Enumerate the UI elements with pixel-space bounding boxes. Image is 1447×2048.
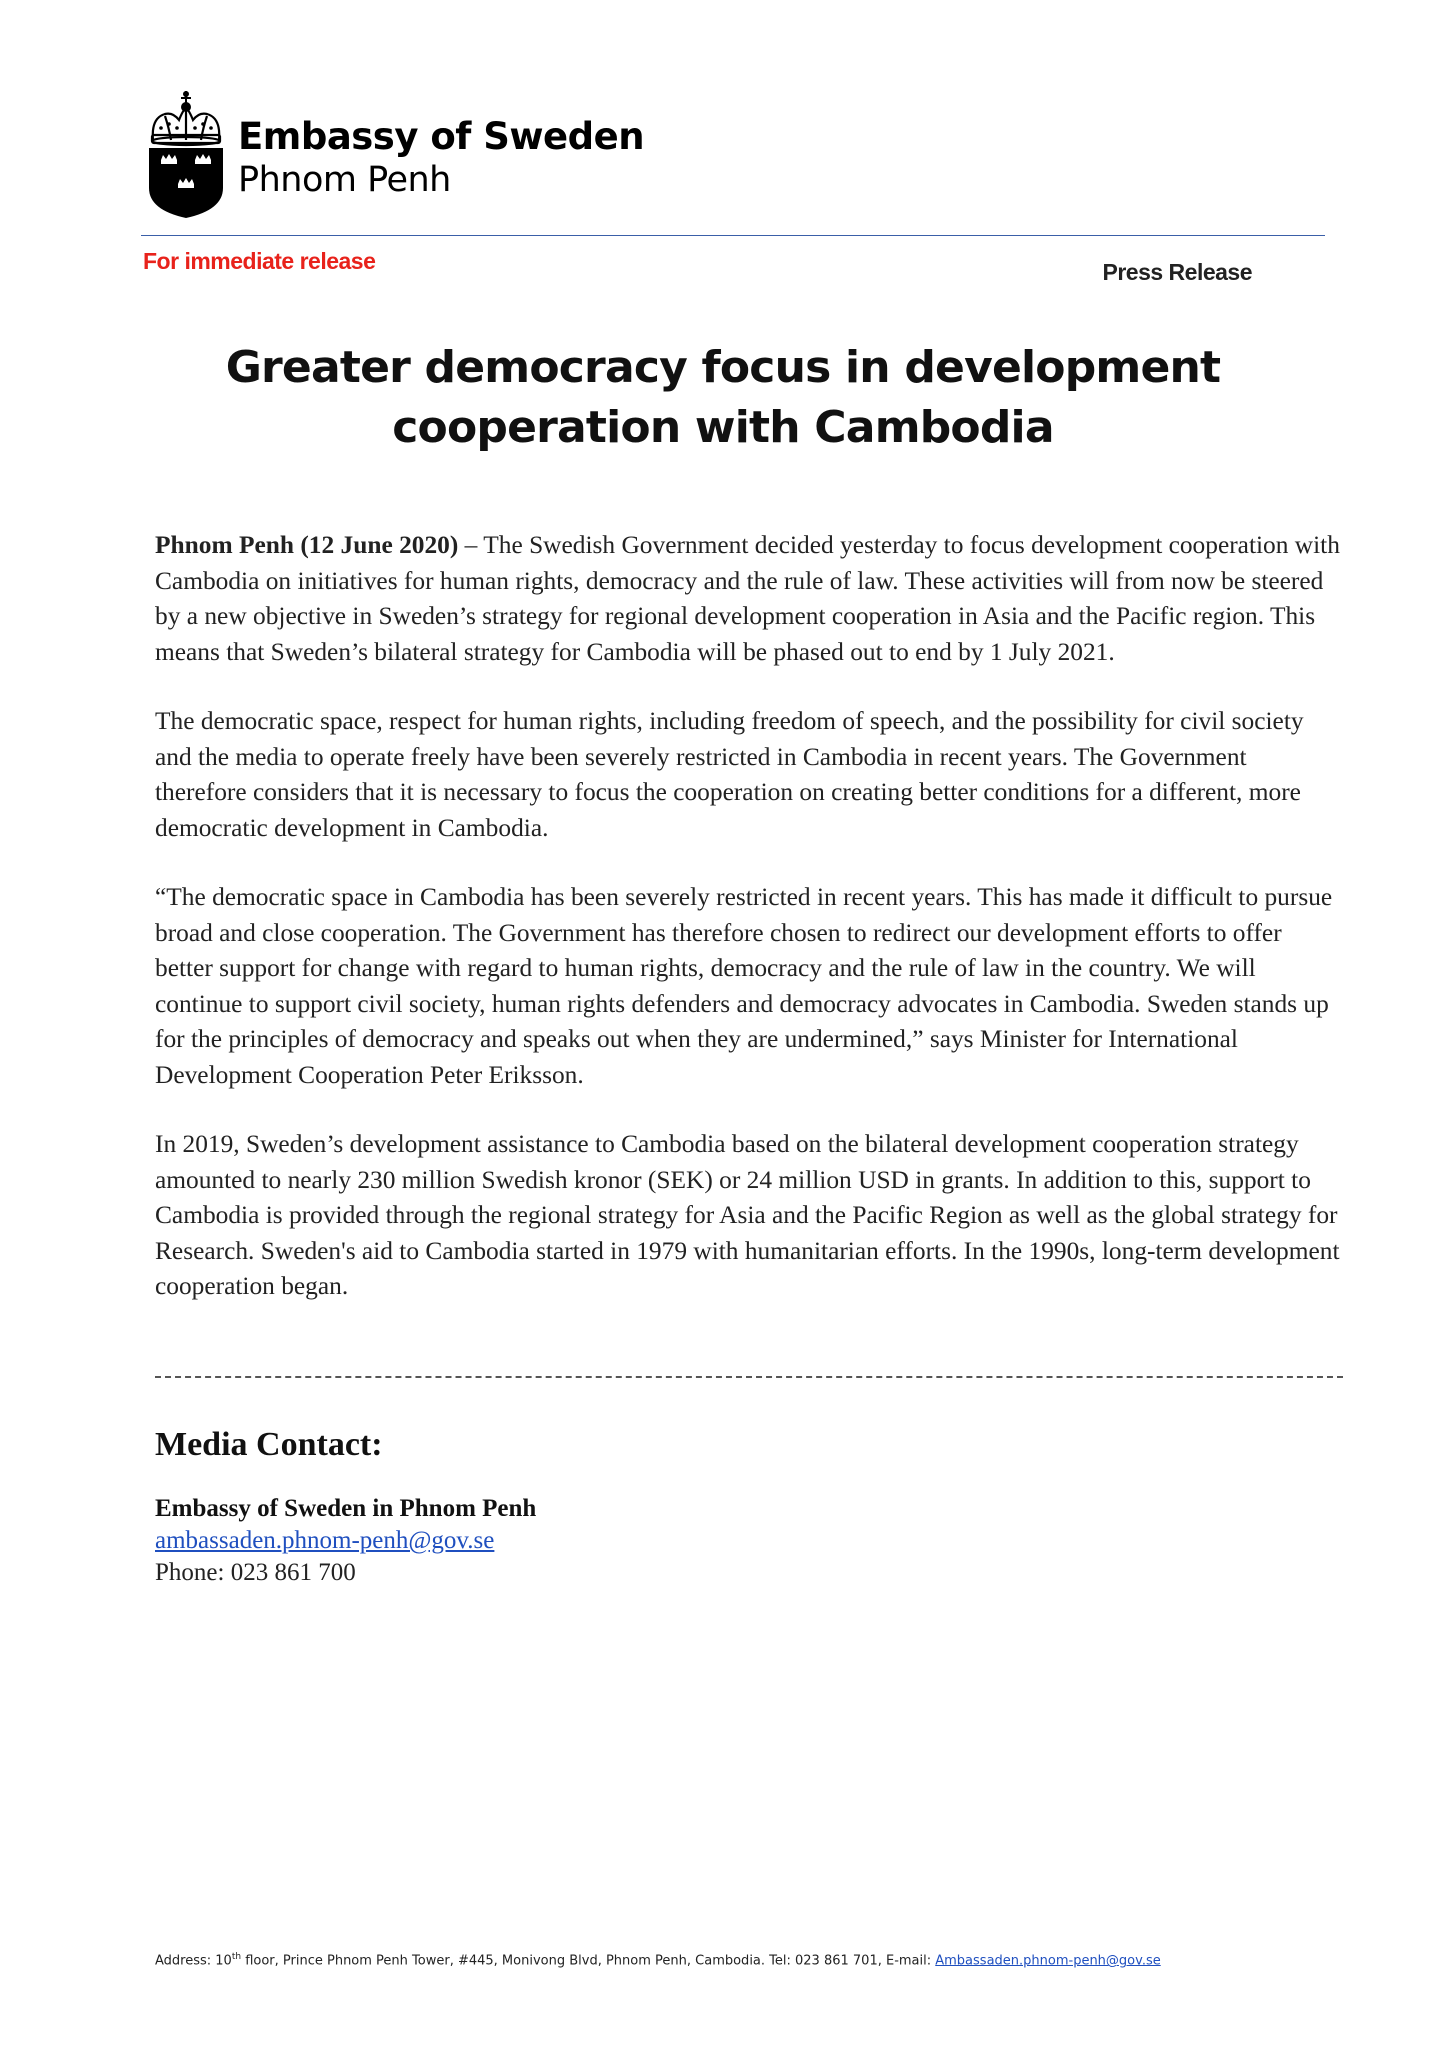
press-release-title [143,338,1303,458]
paragraph-1 [155,528,1343,670]
footer-address [155,1952,1161,1968]
paragraph-1-text: – The Swedish Government decided yesterday to focus development cooperation with Cambodia on initiatives for human rights, democracy and the rule of law. These activities will from now be steered by a new objective in Sweden’s strategy for regional development cooperation in Asia and the Pacific region. This means that Sweden’s bilateral strategy for Cambodia will be phased out to end by 1 July 2021. [155,531,1340,666]
organization-name: Embassy of Sweden [238,115,645,158]
contact-email-link[interactable]: ambassaden.phnom-penh@gov.se [155,1527,495,1554]
header-divider [141,235,1325,236]
document-type-label: Press Release [1102,259,1252,285]
footer-email-link[interactable]: Ambassaden.phnom-penh@gov.se [935,1953,1161,1969]
release-tag: For immediate release [143,248,376,274]
dateline: Phnom Penh (12 June 2020) [155,531,459,559]
media-contact-heading: Media Contact: [155,1426,383,1463]
swedish-coat-of-arms-icon [143,88,229,220]
paragraph-4: In 2019, Sweden’s development assistance to Cambodia based on the bilateral development cooperation strategy amounted to nearly 230 million Swedish kronor (SEK) or 24 million USD in grants. In addition to this, support to Cambodia is provided through the regional strategy for Asia and the Pacific Region as well as the global strategy for Research. Sweden's aid to Cambodia started in 1979 with humanitarian efforts. In the 1990s, long-term development cooperation began. [155,1130,1340,1300]
contact-organization: Embassy of Sweden in Phnom Penh [155,1495,537,1522]
paragraph-2: The democratic space, respect for human rights, including freedom of speech, and the possibility for civil society and the media to operate freely have been severely restricted in Cambodia in recent years. The Government therefore considers that it is necessary to focus the cooperation on creating better conditions for a different, more democratic development in Cambodia. [155,707,1304,842]
title-line-1: Greater democracy focus in development [225,342,1221,393]
organization-city: Phnom Penh [238,160,451,200]
paragraph-3-quote: “The democratic space in Cambodia has been severely restricted in recent years. This has made it difficult to pursue broad and close cooperation. The Government has therefore chosen to redirect our development efforts to offer better support for change with regard to human rights, democracy and the rule of law in the country. We will continue to support civil society, human rights defenders and democracy advocates in Cambodia. Sweden stands up for the principles of democracy and speaks out when they are undermined,” says Minister for International Development Cooperation Peter Eriksson. [155,883,1333,1089]
footer-ordinal: th [231,1952,242,1962]
footer-address-prefix: Address: 10 [155,1953,232,1969]
section-divider [155,1376,1343,1378]
contact-phone: Phone: 023 861 700 [155,1559,356,1586]
body-text [155,528,1343,1339]
title-line-2: cooperation with Cambodia [392,402,1054,453]
footer-address-text: floor, Prince Phnom Penh Tower, #445, Monivong Blvd, Phnom Penh, Cambodia. Tel: 023 861 701, E-mail: [241,1953,936,1969]
